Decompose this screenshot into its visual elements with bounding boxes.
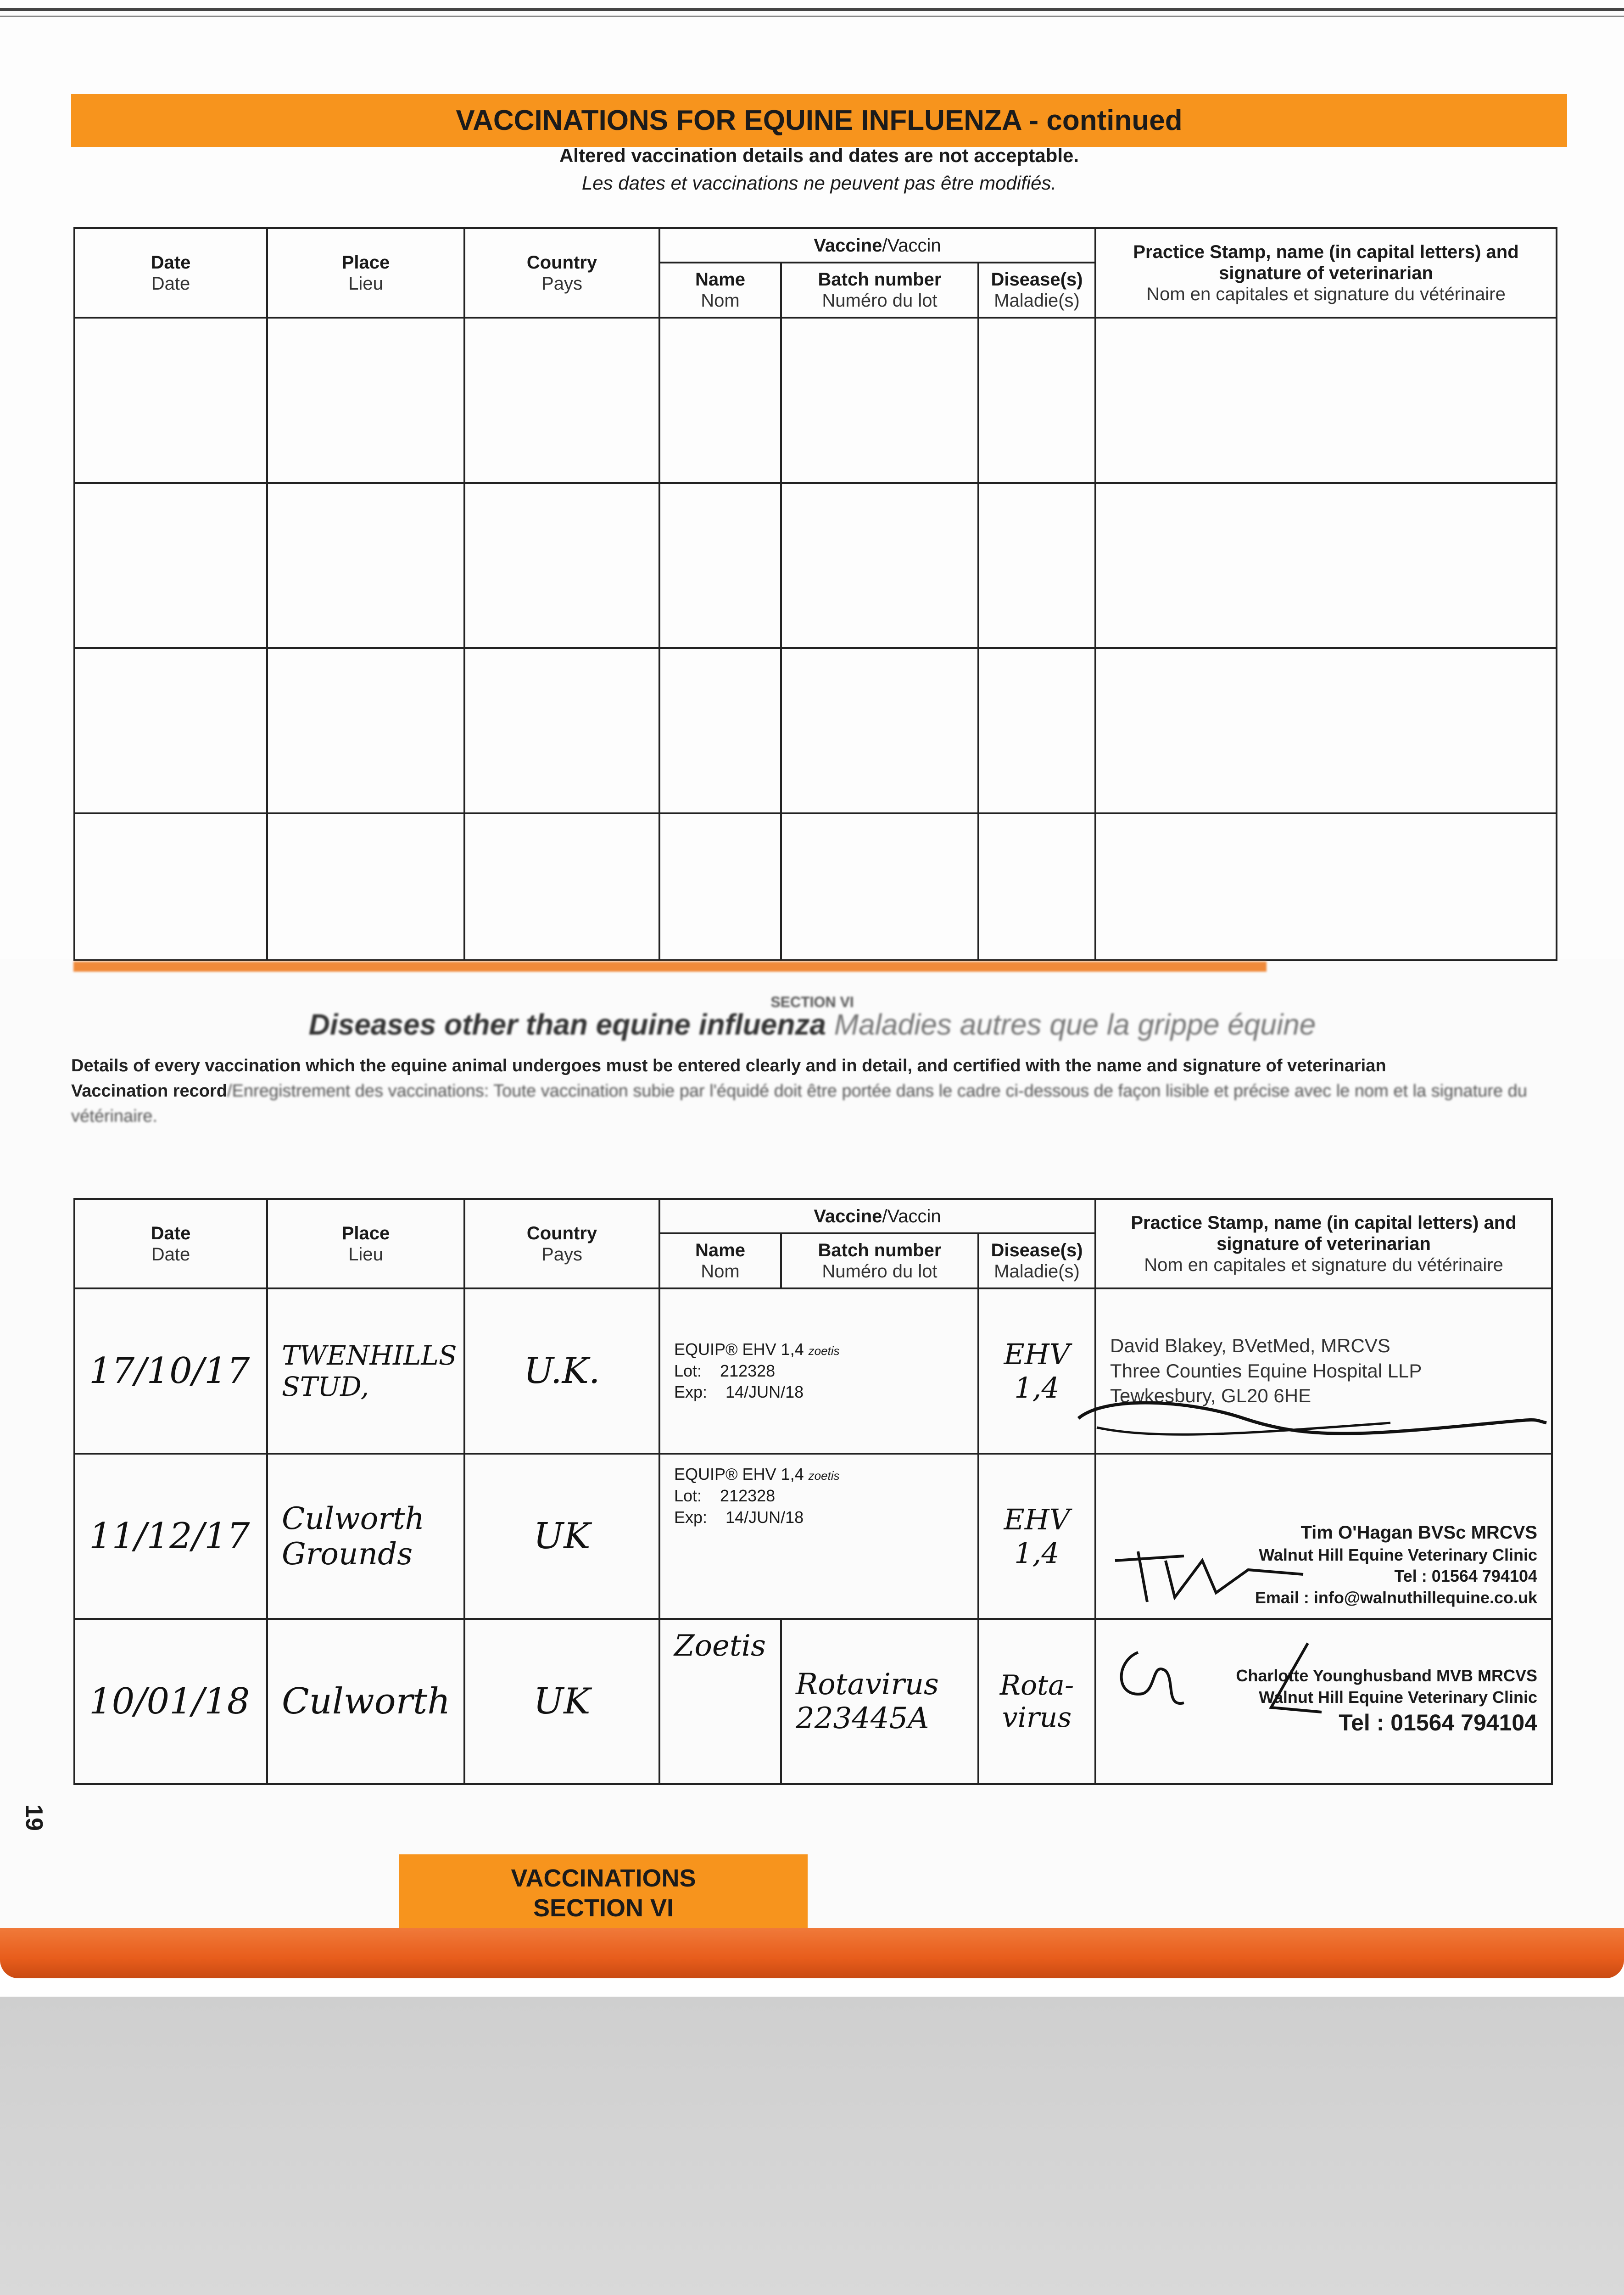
- row1-date: 17/10/17: [74, 1288, 267, 1454]
- row1-disease: EHV 1,4: [978, 1288, 1095, 1454]
- header-disease: Disease(s) Maladie(s): [978, 1233, 1095, 1288]
- header-vaccine-group: Vaccine/Vaccin: [659, 1199, 1095, 1233]
- header-place: Place Lieu: [267, 228, 464, 318]
- row2-date: 11/12/17: [74, 1454, 267, 1619]
- header-country: Country Pays: [464, 1199, 659, 1288]
- header-disease: Disease(s) Maladie(s): [978, 263, 1095, 318]
- page-number: 19: [20, 1804, 47, 1831]
- row3-country: UK: [464, 1619, 659, 1784]
- header-practice-stamp: Practice Stamp, name (in capital letters) and signature of veterinarian Nom en capitales et signature du vétérinaire: [1095, 228, 1557, 318]
- row1-vaccine-label: EQUIP® EHV 1,4 zoetis Lot: 212328 Exp: 14/JUN/18: [659, 1288, 978, 1454]
- scan-background: [0, 1997, 1624, 2295]
- row3-date: 10/01/18: [74, 1619, 267, 1784]
- header-place: Place Lieu: [267, 1199, 464, 1288]
- table-row: [74, 318, 1557, 483]
- header-date: Date Date: [74, 1199, 267, 1288]
- row3-place: Culworth: [267, 1619, 464, 1784]
- top-rule: [0, 8, 1624, 11]
- header-name: Name Nom: [659, 1233, 781, 1288]
- row3-vaccine-name: Zoetis: [659, 1619, 781, 1784]
- table-row: [74, 1454, 1552, 1619]
- row3-disease: Rota-virus: [978, 1619, 1095, 1784]
- row2-practice-stamp: Tim O'Hagan BVSc MRCVS Walnut Hill Equine Veterinary Clinic Tel : 01564 794104 Email : info@walnuthillequine.co.uk: [1095, 1454, 1552, 1619]
- signature-row2: [1111, 1542, 1312, 1611]
- header-country: Country Pays: [464, 228, 659, 318]
- header-name: Name Nom: [659, 263, 781, 318]
- section-details: [71, 1053, 1553, 1129]
- influenza-vaccination-table: [73, 227, 1557, 961]
- header-batch: Batch number Numéro du lot: [781, 1233, 978, 1288]
- section-label: SECTION VI: [770, 994, 854, 1010]
- equine-influenza-banner: VACCINATIONS FOR EQUINE INFLUENZA - continued: [71, 94, 1567, 147]
- table-row: [74, 1619, 1552, 1784]
- row2-disease: EHV 1,4: [978, 1454, 1095, 1619]
- signature-row3: [1106, 1634, 1326, 1726]
- row2-place: Culworth Grounds: [267, 1454, 464, 1619]
- vaccination-record-table: [73, 1198, 1553, 1785]
- header-batch: Batch number Numéro du lot: [781, 263, 978, 318]
- table-row: [74, 483, 1557, 648]
- row3-batch-number: Rotavirus 223445A: [781, 1619, 978, 1784]
- section-title: Diseases other than equine influenza Maladies autres que la grippe équine: [308, 1008, 1316, 1041]
- fold-strip: [73, 962, 1267, 972]
- row1-country: U.K.: [464, 1288, 659, 1454]
- row1-place: TWENHILLS STUD,: [267, 1288, 464, 1454]
- top-rule-thin: [0, 16, 1624, 17]
- record-line: Vaccination record/Enregistrement des vaccinations: Toute vaccination subie par l'équidé doit être portée dans le cadre ci-dessous de façon lisible et précise avec le nom et la signature du vétérinaire.: [71, 1081, 1527, 1126]
- details-english: Details of every vaccination which the equine animal undergoes must be entered clearly and in detail, and certified with the name and signature of veterinarian: [71, 1056, 1386, 1075]
- notice-french: Les dates et vaccinations ne peuvent pas être modifiés.: [581, 172, 1057, 194]
- table-row: [74, 648, 1557, 813]
- signature-row1: [1069, 1391, 1556, 1450]
- row2-country: UK: [464, 1454, 659, 1619]
- booklet-cover-edge: [0, 1928, 1624, 1978]
- row3-practice-stamp: Charlotte Younghusband MVB MRCVS Walnut Hill Equine Veterinary Clinic Tel : 01564 794104: [1095, 1619, 1552, 1784]
- section-vi-tab: VACCINATIONS SECTION VI: [399, 1854, 808, 1932]
- header-date: Date Date: [74, 228, 267, 318]
- notice-english: Altered vaccination details and dates are not acceptable.: [559, 145, 1079, 166]
- table-row: [74, 813, 1557, 960]
- header-practice-stamp: Practice Stamp, name (in capital letters) and signature of veterinarian Nom en capitales et signature du vétérinaire: [1095, 1199, 1552, 1288]
- row1-practice-stamp: David Blakey, BVetMed, MRCVS Three Counties Equine Hospital LLP Tewkesbury, GL20 6HE: [1095, 1288, 1552, 1454]
- row2-vaccine-label: EQUIP® EHV 1,4 zoetis Lot: 212328 Exp: 14/JUN/18: [659, 1454, 978, 1619]
- header-vaccine-group: Vaccine/Vaccin: [659, 228, 1095, 263]
